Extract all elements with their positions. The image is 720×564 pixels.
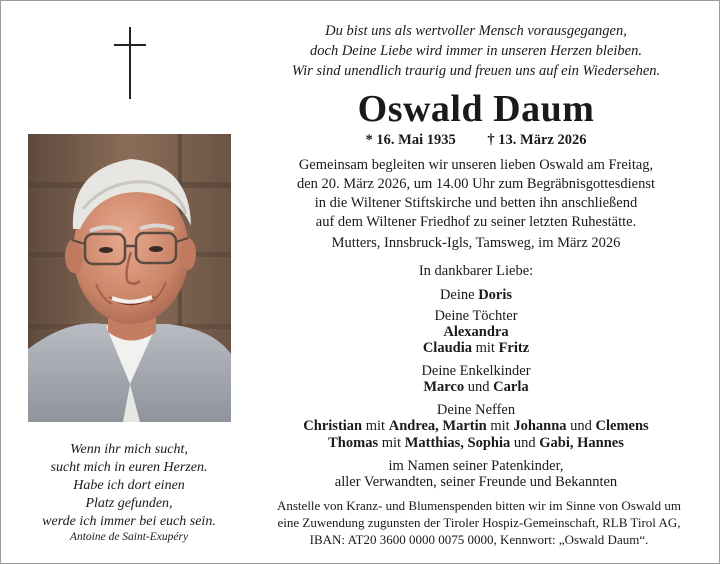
donation-note	[251, 497, 707, 548]
poem-line: werde ich immer bei euch sein.	[42, 514, 216, 529]
announcement-line: den 20. März 2026, um 14.00 Uhr zum Begräbnisgottesdienst	[296, 176, 655, 192]
grandchildren-names	[251, 378, 701, 396]
wife-name: Doris	[478, 287, 513, 303]
birth-date: * 16. Mai 1935	[365, 132, 456, 148]
grandchild-name: Carla	[493, 379, 529, 395]
cross-icon	[114, 27, 146, 99]
nephew-partner-name: Andrea, Martin	[388, 418, 487, 434]
announcement-line: Gemeinsam begleiten wir unseren lieben Oswald am Freitag,	[298, 157, 654, 173]
verse-line: doch Deine Liebe wird immer in unseren Herzen bleiben.	[310, 43, 642, 59]
place-date: Mutters, Innsbruck-Igls, Tamsweg, im März 2026	[331, 235, 621, 251]
connector-text: mit	[362, 418, 389, 434]
connector-text: und	[510, 435, 540, 451]
donation-line: IBAN: AT20 3600 0000 0075 0000, Kennwort: „Oswald Daum“.	[309, 532, 649, 547]
life-dates	[251, 131, 701, 149]
announcement-line: in die Wiltener Stiftskirche und betten ihn anschließend	[314, 195, 638, 211]
connector-text: mit	[471, 340, 499, 356]
relatives-line: aller Verwandten, seiner Freunde und Bekannten	[334, 474, 618, 490]
death-date: † 13. März 2026	[487, 132, 587, 148]
nephew-partner-name: Johanna	[513, 418, 567, 434]
donation-line: eine Zuwendung zugunsten der Tiroler Hospiz-Gemeinschaft, RLB Tirol AG,	[277, 515, 681, 530]
nephew-name: Thomas	[328, 435, 379, 451]
poem-line: Wenn ihr mich sucht,	[70, 442, 188, 457]
connector-text: mit	[378, 435, 405, 451]
verse	[251, 21, 701, 81]
funeral-announcement	[251, 156, 701, 232]
nephew-partner-name: Matthias, Sophia	[404, 435, 511, 451]
grandchildren-title: Deine Enkelkinder	[421, 363, 531, 379]
connector-text: mit	[486, 418, 514, 434]
donation-line: Anstelle von Kranz- und Blumenspenden bitten wir im Sinne von Oswald um	[276, 498, 682, 513]
daughter-name: Alexandra	[443, 324, 509, 340]
deceased-name: Oswald Daum	[357, 88, 595, 130]
connector-text: und	[464, 379, 494, 395]
poem-line: sucht mich in euren Herzen.	[50, 460, 208, 475]
verse-line: Du bist uns als wertvoller Mensch vorausgegangen,	[325, 23, 627, 39]
connector-text: und	[566, 418, 596, 434]
daughter-second	[251, 339, 701, 357]
grandchild-name: Marco	[423, 379, 465, 395]
nephews-title: Deine Neffen	[436, 402, 516, 418]
announcement-line: auf dem Wiltener Friedhof zu seiner letzten Ruhestätte.	[315, 214, 637, 230]
nephews-line-2	[251, 434, 701, 452]
partner-name: Fritz	[498, 340, 530, 356]
verse-line: Wir sind unendlich traurig und freuen uns auf ein Wiedersehen.	[291, 63, 661, 79]
mourner-wife	[251, 286, 701, 304]
nephew-name: Clemens	[595, 418, 649, 434]
portrait-photo	[28, 134, 231, 422]
daughter-name: Claudia	[422, 340, 472, 356]
poem-author: Antoine de Saint-Exupéry	[69, 531, 189, 543]
nephews-line-1	[251, 417, 701, 435]
poem-line: Habe ich dort einen	[73, 478, 185, 493]
poem	[23, 441, 235, 531]
nephew-name: Christian	[303, 418, 363, 434]
wife-prefix: Deine	[439, 287, 479, 303]
thanks-heading: In dankbarer Liebe:	[418, 263, 534, 279]
poem-line: Platz gefunden,	[85, 496, 173, 511]
daughters-title: Deine Töchter	[434, 308, 518, 324]
godchildren-line: im Namen seiner Patenkinder,	[388, 458, 564, 474]
nephew-partner-name: Gabi, Hannes	[539, 435, 624, 451]
